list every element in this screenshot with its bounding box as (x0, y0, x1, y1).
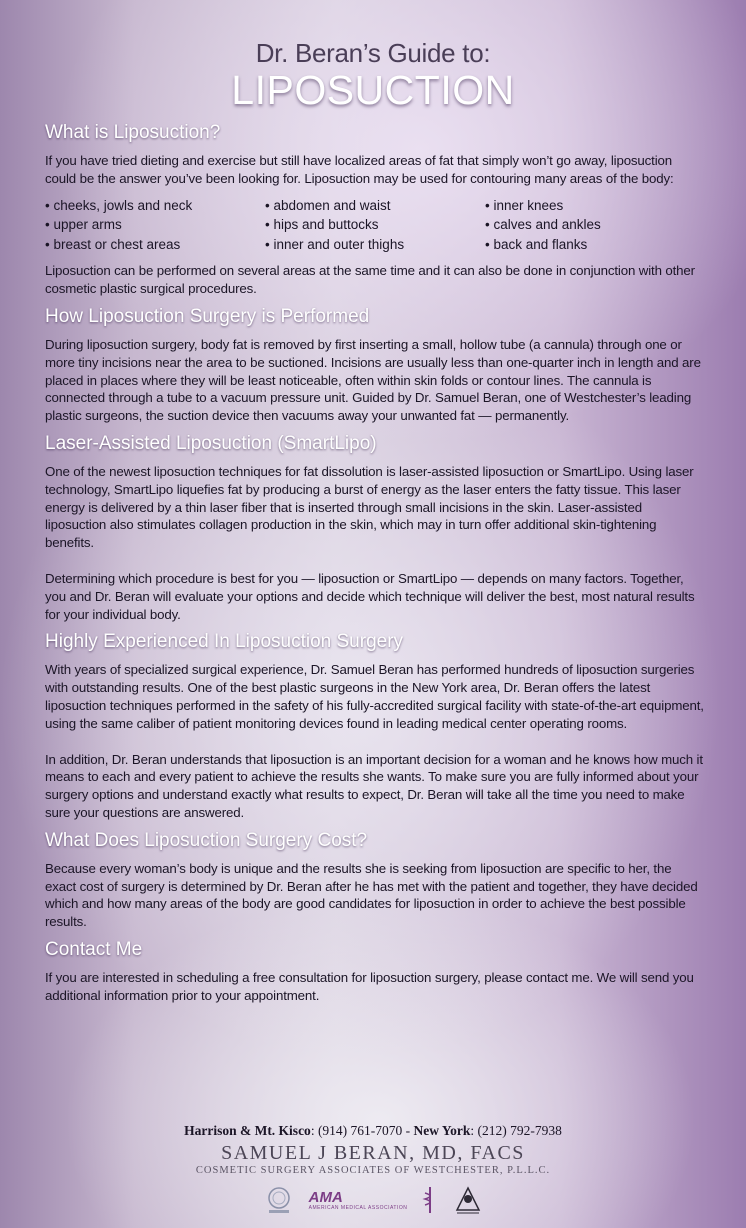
section-what-is-liposuction (45, 120, 705, 298)
surgeon-emblem-icon (453, 1184, 483, 1216)
list-item: • hips and buttocks (265, 215, 485, 235)
section-cost (45, 828, 705, 931)
list-column (265, 196, 485, 255)
ama-logo-subtext: AMERICAN MEDICAL ASSOCIATION (308, 1204, 408, 1211)
location-new-york: New York (413, 1123, 471, 1138)
section-paragraph: Determining which procedure is best for you — liposuction or SmartLipo — depends on many factors. Together, you and Dr. Beran will evaluate your options and decide which technique will deliver the best, most natural results for your individual body. (45, 570, 695, 622)
section-paragraph: With years of specialized surgical experience, Dr. Samuel Beran has performed hundreds of liposuction surgeries with outstanding results. One of the best plastic surgeons in the New York area, Dr. Beran offers the latest liposuction techniques performed in the safety of his fully-accredited surgical facility with state-of-the-art equipment, using the same caliber of patient monitoring devices found in leading medical center operating rooms. (45, 662, 704, 731)
ama-logo (309, 1190, 408, 1211)
location-harrison: Harrison & Mt. Kisco (184, 1123, 311, 1138)
phone-new-york: : (212) 792-7938 (470, 1123, 562, 1138)
list-item: • calves and ankles (485, 215, 705, 235)
section-paragraph: Liposuction can be performed on several areas at the same time and it can also be done in conjunction with other cosmetic plastic surgical procedures. (45, 263, 695, 297)
section-how-performed (45, 304, 705, 425)
section-paragraph: If you are interested in scheduling a free consultation for liposuction surgery, please contact me. We will send you additional information prior to your appointment. (45, 969, 694, 1003)
practice-name: COSMETIC SURGERY ASSOCIATES OF WESTCHESTER, P.L.L.C. (195, 1165, 551, 1176)
section-heading: How Liposuction Surgery is Performed (45, 305, 370, 327)
ama-logo-text: AMA (308, 1188, 343, 1206)
section-paragraph: In addition, Dr. Beran understands that liposuction is an important decision for a woman and he knows how much it means to each and every patient to achieve the results she wants. To make sure you are fully informed about your surgery options and understand exactly what results to expect, Dr. Beran will take all the time you need to make sure your questions are answered. (45, 751, 703, 820)
section-heading: Laser-Assisted Liposuction (SmartLipo) (45, 432, 377, 454)
affiliation-logos (0, 1184, 746, 1216)
guide-subtitle: Dr. Beran’s Guide to: (255, 38, 491, 68)
section-laser-assisted (45, 431, 705, 623)
caduceus-icon (421, 1185, 439, 1215)
list-item: • inner and outer thighs (265, 235, 485, 255)
main-content (45, 120, 705, 1004)
society-seal-icon (263, 1184, 295, 1216)
doctor-name: SAMUEL J BERAN, MD, FACS (221, 1142, 525, 1164)
footer (0, 1122, 746, 1216)
section-heading: Highly Experienced In Liposuction Surgery (45, 631, 404, 653)
list-column (485, 196, 705, 255)
phone-harrison: : (914) 761-7070 - (310, 1123, 414, 1138)
list-item: • inner knees (485, 196, 705, 216)
section-experience (45, 629, 705, 821)
section-paragraph: During liposuction surgery, body fat is removed by first inserting a small, hollow tube (a cannula) through one or more tiny incisions near the area to be suctioned. Incisions are usually less than one-quarter inch in length and are placed in places where they will be least noticeable, often within skin folds or contour lines. The cannula is connected through a tube to a vacuum pressure unit. Guided by Dr. Samuel Beran, one of Westchester’s leading plastic surgeons, the suction device then vacuums away your unwanted fat — permanently. (45, 336, 701, 424)
list-column (45, 196, 265, 255)
section-heading: What Does Liposuction Surgery Cost? (45, 829, 368, 851)
section-contact (45, 937, 705, 1005)
section-paragraph: One of the newest liposuction techniques for fat dissolution is laser-assisted liposuction or SmartLipo. Using laser technology, SmartLipo liquefies fat by producing a burst of energy as the laser enters the fatty tissue. This laser energy is delivered by a thin laser fiber that is inserted through small incisions in the skin. Laser-assisted liposuction also stimulates collagen production in the skin, which may in turn offer additional skin-tightening benefits. (45, 463, 694, 551)
list-item: • breast or chest areas (45, 235, 265, 255)
section-paragraph: If you have tried dieting and exercise but still have localized areas of fat that simply won’t go away, liposuction could be the answer you’ve been looking for. Liposuction may be used for contouring many areas of the body: (45, 153, 674, 186)
body-areas-list (45, 196, 705, 255)
header (0, 38, 746, 112)
section-heading: What is Liposuction? (45, 122, 221, 143)
phone-numbers (0, 1122, 746, 1140)
section-heading: Contact Me (45, 938, 143, 960)
list-item: • upper arms (45, 215, 265, 235)
page-title: LIPOSUCTION (231, 67, 515, 113)
section-paragraph: Because every woman’s body is unique and the results she is seeking from liposuction are specific to her, the exact cost of surgery is determined by Dr. Beran after he has met with the patient and together, they have decided which and how many areas of the body are good candidates for liposuction in order to achieve the best possible results. (45, 860, 698, 930)
list-item: • back and flanks (485, 235, 705, 255)
list-item: • abdomen and waist (265, 196, 485, 216)
list-item: • cheeks, jowls and neck (45, 196, 265, 216)
